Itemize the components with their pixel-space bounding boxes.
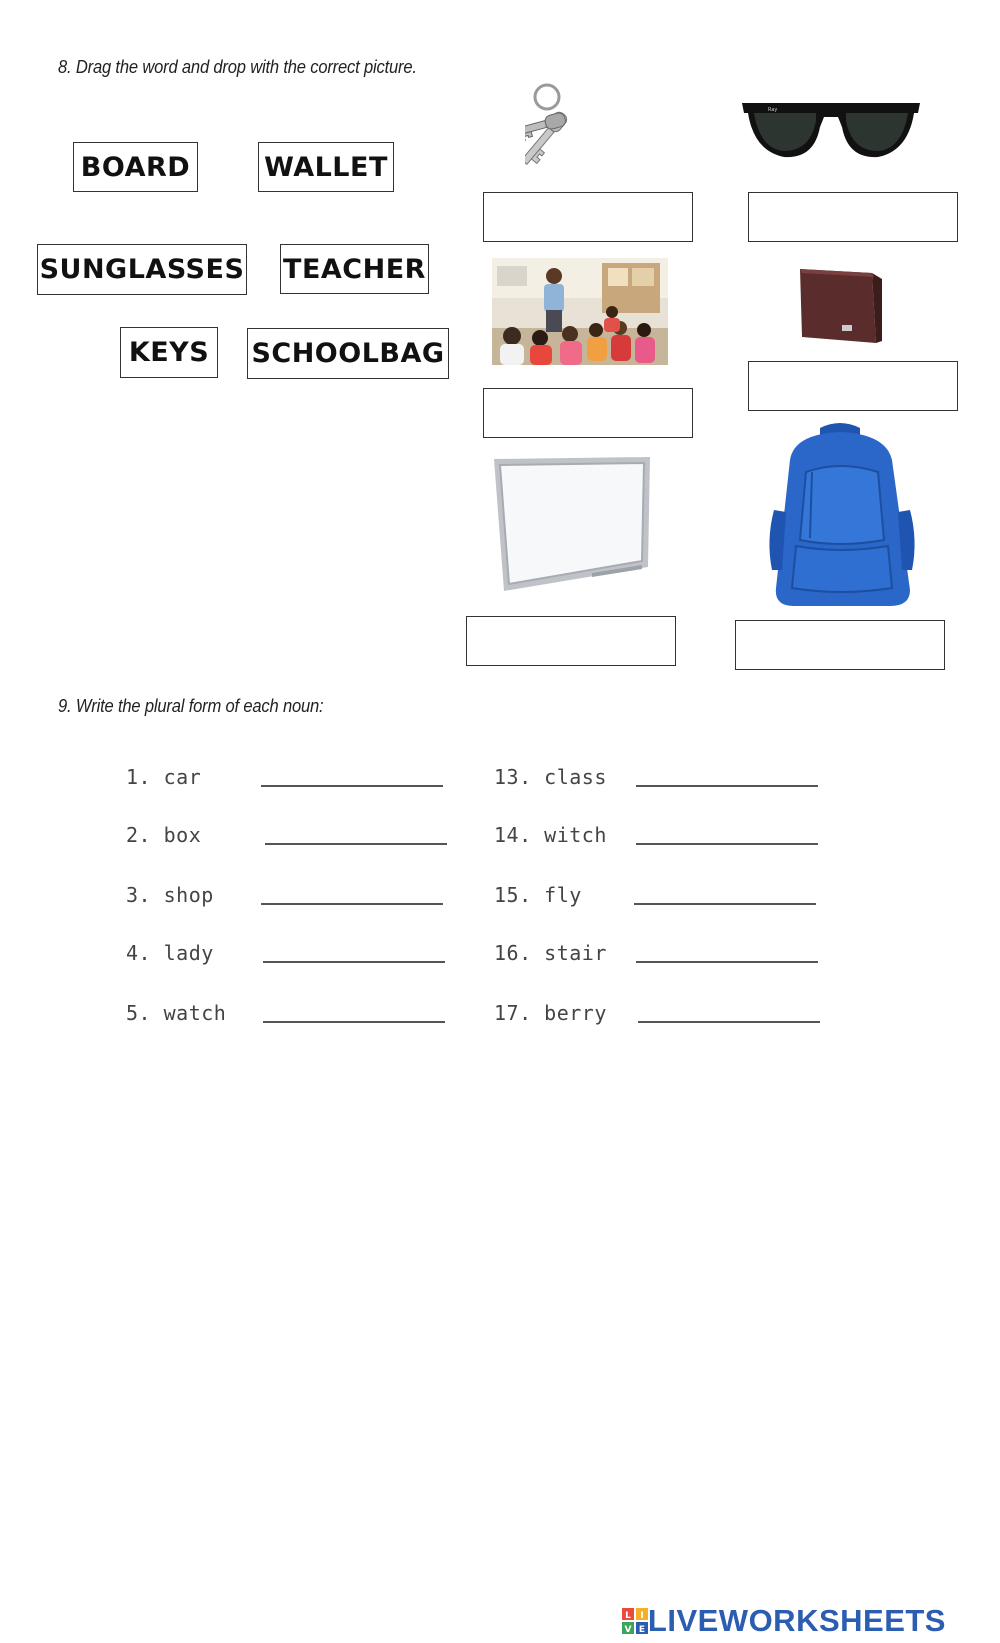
answer-input-16[interactable]: [636, 943, 818, 963]
noun-item-14: 14. witch: [494, 823, 607, 847]
drop-box-sunglasses[interactable]: [748, 192, 958, 242]
svg-text:L: L: [625, 1611, 631, 1621]
noun-item-13: 13. class: [494, 765, 607, 789]
liveworksheets-brand-text: LIVEWORKSHEETS: [647, 1603, 946, 1638]
word-chip-keys[interactable]: KEYS: [120, 327, 218, 378]
answer-input-2[interactable]: [265, 825, 447, 845]
word-chip-wallet[interactable]: WALLET: [258, 142, 394, 192]
drop-box-keys[interactable]: [483, 192, 693, 242]
drop-box-wallet[interactable]: [748, 361, 958, 411]
answer-input-17[interactable]: [638, 1003, 820, 1023]
answer-input-15[interactable]: [634, 885, 816, 905]
keys-picture: [525, 80, 615, 175]
teacher-picture: [492, 258, 668, 365]
noun-item-5: 5. watch: [126, 1001, 227, 1025]
word-chip-schoolbag[interactable]: SCHOOLBAG: [247, 328, 449, 379]
noun-item-4: 4. lady: [126, 941, 214, 965]
answer-input-14[interactable]: [636, 825, 818, 845]
exercise-8-title: 8. Drag the word and drop with the correct picture.: [58, 57, 417, 77]
backpack-picture: [760, 420, 920, 610]
liveworksheets-logo: [622, 1603, 946, 1639]
wallet-picture: [798, 265, 884, 347]
answer-input-5[interactable]: [263, 1003, 445, 1023]
answer-input-4[interactable]: [263, 943, 445, 963]
svg-text:V: V: [624, 1625, 632, 1634]
answer-input-13[interactable]: [636, 767, 818, 787]
noun-item-2: 2. box: [126, 823, 202, 847]
exercise-9-title: 9. Write the plural form of each noun:: [58, 696, 324, 716]
drop-box-teacher[interactable]: [483, 388, 693, 438]
svg-text:Ray: Ray: [768, 107, 778, 113]
whiteboard-picture: [492, 455, 652, 595]
word-chip-sunglasses[interactable]: SUNGLASSES: [37, 244, 247, 295]
sunglasses-picture: [738, 97, 924, 163]
word-chip-board[interactable]: BOARD: [73, 142, 198, 192]
svg-text:E: E: [638, 1625, 645, 1634]
drop-box-whiteboard[interactable]: [466, 616, 676, 666]
answer-input-1[interactable]: [261, 767, 443, 787]
noun-item-17: 17. berry: [494, 1001, 607, 1025]
noun-item-1: 1. car: [126, 765, 202, 789]
noun-item-16: 16. stair: [494, 941, 607, 965]
svg-text:I: I: [640, 1611, 644, 1621]
noun-item-3: 3. shop: [126, 883, 214, 907]
drop-box-backpack[interactable]: [735, 620, 945, 670]
liveworksheets-logo-icon: [622, 1608, 648, 1634]
answer-input-3[interactable]: [261, 885, 443, 905]
noun-item-15: 15. fly: [494, 883, 582, 907]
word-chip-teacher[interactable]: TEACHER: [280, 244, 429, 294]
